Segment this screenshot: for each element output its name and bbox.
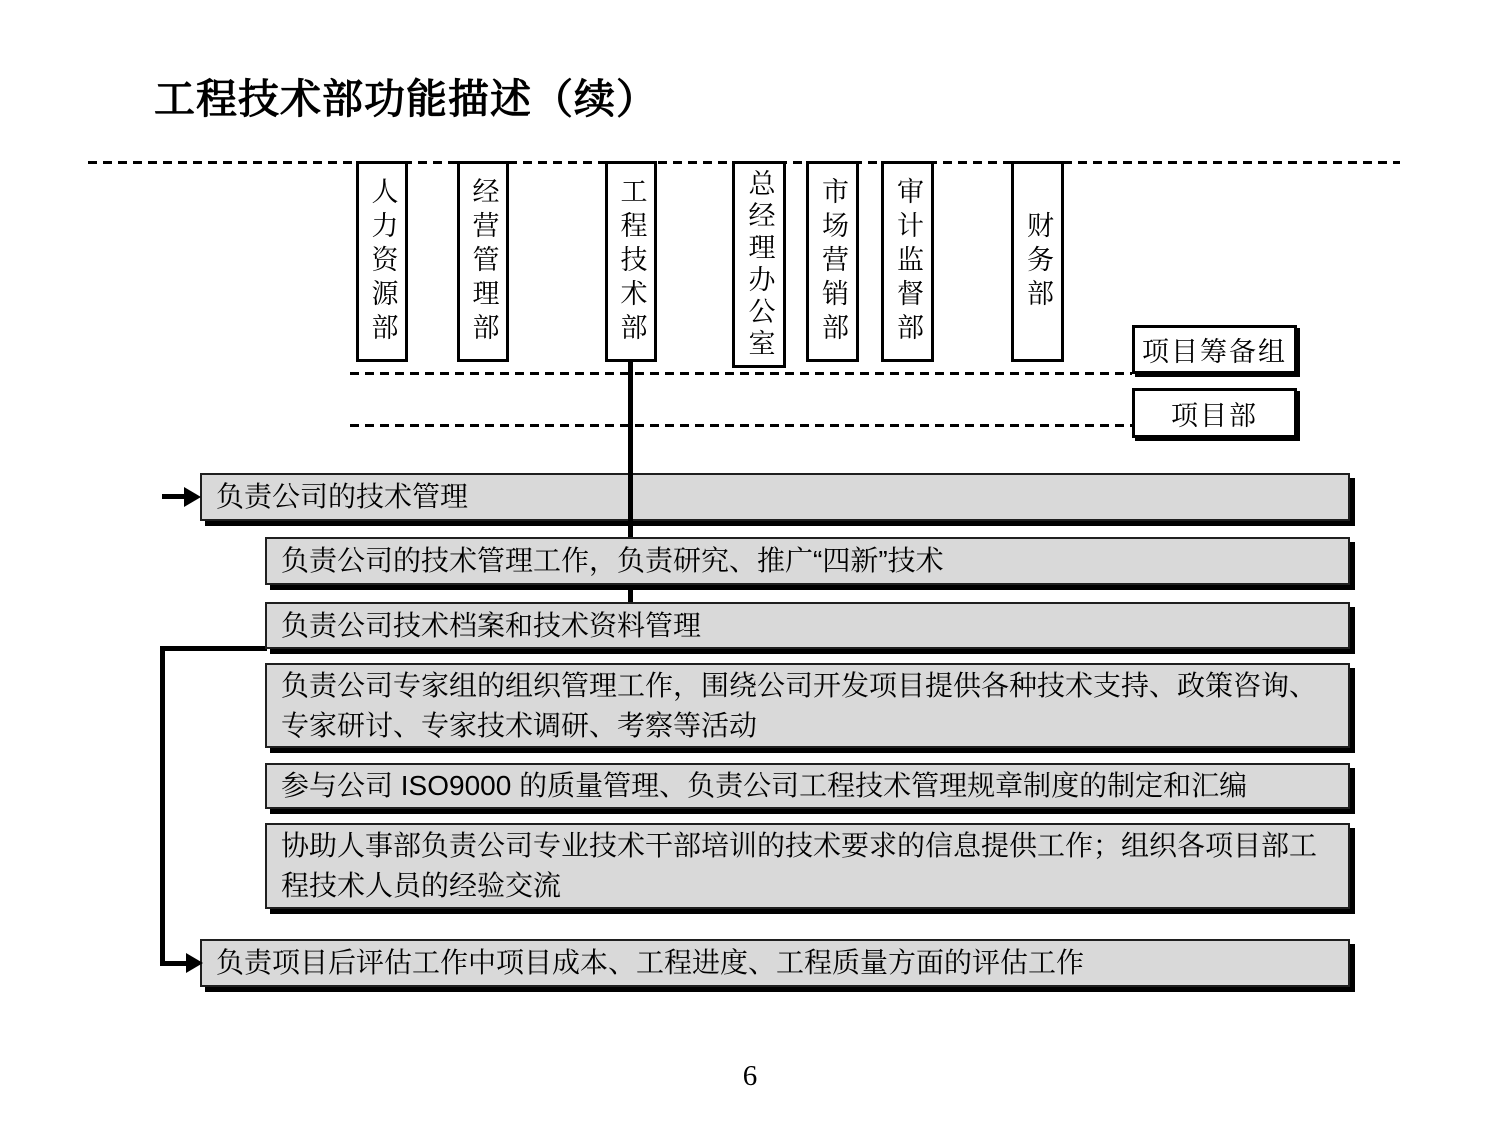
dept-box-human-resources bbox=[356, 161, 408, 362]
project-prep-group-box bbox=[1132, 325, 1297, 374]
function-bar bbox=[265, 823, 1350, 909]
function-bar bbox=[265, 763, 1350, 809]
dept-label: 工程技术部 bbox=[616, 176, 647, 347]
dept-box-audit-supervision bbox=[881, 161, 934, 362]
function-bar bbox=[200, 939, 1350, 987]
dept-label: 财务部 bbox=[1023, 210, 1053, 313]
dept-label: 经营管理部 bbox=[468, 176, 499, 347]
dashed-separator-middle bbox=[350, 372, 1132, 375]
dept-label: 人力资源部 bbox=[367, 176, 398, 347]
function-bar bbox=[265, 602, 1350, 649]
function-bar bbox=[265, 663, 1350, 748]
dept-box-engineering-technology bbox=[605, 161, 657, 362]
dept-label: 审计监督部 bbox=[893, 176, 923, 347]
elbow-connector-horizontal bbox=[160, 646, 267, 651]
function-bar-label: 负责项目后评估工作中项目成本、工程进度、工程质量方面的评估工作 bbox=[216, 947, 1085, 978]
dept-box-gm-office bbox=[732, 161, 786, 368]
function-bar-label: 负责公司的技术管理工作，负责研究、推广“四新”技术 bbox=[281, 545, 944, 576]
elbow-arrow-shaft bbox=[160, 961, 188, 966]
project-dept-box bbox=[1132, 388, 1297, 438]
dept-label: 市场营销部 bbox=[818, 176, 848, 347]
arrow-right-icon bbox=[186, 953, 203, 973]
page-number: 6 bbox=[742, 1060, 758, 1092]
function-bar bbox=[265, 537, 1350, 585]
dept-box-marketing bbox=[806, 161, 859, 362]
function-bar bbox=[200, 473, 1350, 521]
dept-box-operations-management bbox=[457, 161, 509, 362]
function-bar-label: 负责公司技术档案和技术资料管理 bbox=[281, 609, 702, 641]
first-bar-arrow-shaft bbox=[162, 494, 186, 499]
project-box-label: 项目筹备组 bbox=[1142, 337, 1287, 367]
project-box-label: 项目部 bbox=[1171, 400, 1258, 431]
function-bar-label: 协助人事部负责公司专业技术干部培训的技术要求的信息提供工作；组织各项目部工程技术人员的经验交流 bbox=[281, 830, 1318, 901]
dashed-separator-bottom bbox=[350, 424, 1132, 427]
function-bar-label: 负责公司专家组的组织管理工作，围绕公司开发项目提供各种技术支持、政策咨询、专家研讨、专家技术调研、考察等活动 bbox=[281, 669, 1318, 741]
function-bar-label: 负责公司的技术管理 bbox=[216, 481, 469, 512]
elbow-connector-vertical bbox=[160, 646, 165, 966]
dept-label: 总经理办公室 bbox=[744, 168, 775, 361]
function-bar-label: 参与公司 ISO9000 的质量管理、负责公司工程技术管理规章制度的制定和汇编 bbox=[281, 770, 1248, 801]
arrow-right-icon bbox=[184, 487, 201, 507]
dept-box-finance bbox=[1011, 161, 1064, 362]
page-title: 工程技术部功能描述（续） bbox=[154, 76, 658, 122]
